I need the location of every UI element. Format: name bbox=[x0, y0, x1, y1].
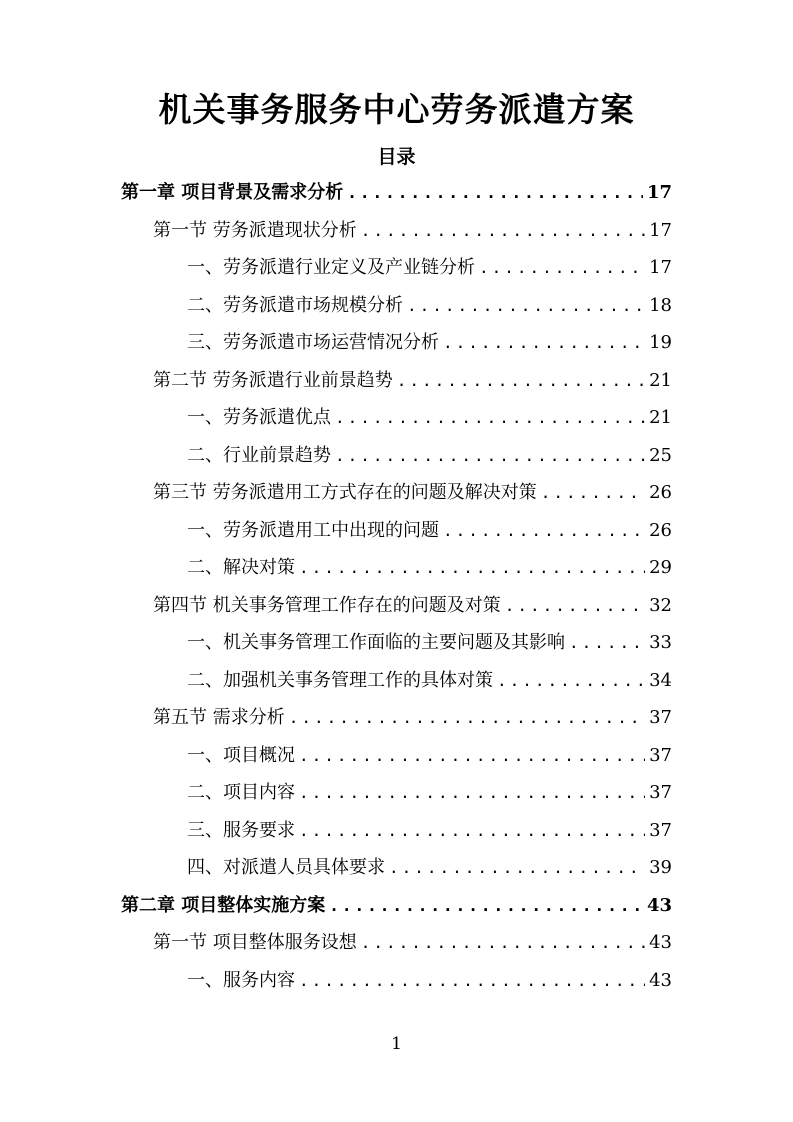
toc-leader-dots bbox=[299, 962, 645, 999]
toc-entry-title: 一、劳务派遣行业定义及产业链分析 bbox=[187, 257, 475, 278]
toc-entry-page: 25 bbox=[649, 444, 672, 466]
toc-entry-page: 29 bbox=[649, 557, 672, 578]
toc-entry-page: 43 bbox=[649, 932, 672, 953]
toc-entry-title: 一、劳务派遣优点 bbox=[187, 407, 331, 428]
toc-leader-dots bbox=[397, 362, 645, 399]
toc-entry-page: 34 bbox=[649, 669, 672, 691]
toc-entry[interactable] bbox=[153, 587, 672, 624]
toc-entry-title: 二、项目内容 bbox=[187, 782, 295, 803]
toc-leader-dots bbox=[289, 699, 645, 736]
toc-entry-page: 32 bbox=[649, 594, 672, 616]
toc-entry-page: 39 bbox=[649, 857, 672, 878]
document-title: 机关事务服务中心劳务派遣方案 bbox=[158, 90, 635, 129]
toc-leader-dots bbox=[299, 774, 645, 811]
toc-entry-title: 第四节 机关事务管理工作存在的问题及对策 bbox=[153, 594, 501, 616]
toc-entry-title: 三、劳务派遣市场运营情况分析 bbox=[187, 332, 439, 353]
toc-entry[interactable] bbox=[121, 887, 672, 924]
toc-entry-title: 第二节 劳务派遣行业前景趋势 bbox=[153, 369, 393, 391]
toc-leader-dots bbox=[569, 624, 645, 661]
toc-entry[interactable] bbox=[153, 362, 672, 399]
toc-entry-page: 37 bbox=[649, 707, 672, 728]
toc-leader-dots bbox=[299, 812, 645, 849]
toc-entry-page: 33 bbox=[649, 632, 672, 653]
toc-entry-page: 18 bbox=[649, 294, 672, 316]
toc-entry-title: 二、行业前景趋势 bbox=[187, 444, 331, 466]
toc-entry[interactable] bbox=[153, 212, 672, 249]
toc-entry[interactable] bbox=[187, 437, 672, 474]
toc-entry-page: 26 bbox=[649, 482, 672, 503]
toc-entry[interactable] bbox=[187, 774, 672, 811]
toc-entry[interactable] bbox=[187, 624, 672, 661]
toc-leader-dots bbox=[443, 324, 645, 361]
toc-entry-title: 一、项目概况 bbox=[187, 744, 295, 766]
toc-entry-page: 26 bbox=[649, 519, 672, 541]
toc-leader-dots bbox=[407, 287, 645, 324]
toc-entry-title: 第三节 劳务派遣用工方式存在的问题及解决对策 bbox=[153, 482, 537, 503]
toc-entry-page: 43 bbox=[646, 894, 672, 916]
toc-leader-dots bbox=[389, 849, 645, 886]
toc-entry[interactable] bbox=[187, 662, 672, 699]
toc-entry-page: 21 bbox=[649, 407, 672, 428]
toc-entry-title: 四、对派遣人员具体要求 bbox=[187, 857, 385, 878]
toc-entry[interactable] bbox=[187, 324, 672, 361]
toc-entry[interactable] bbox=[187, 812, 672, 849]
toc-entry[interactable] bbox=[187, 737, 672, 774]
toc-entry-title: 第一章 项目背景及需求分析 bbox=[121, 182, 344, 203]
toc-leader-dots bbox=[497, 662, 645, 699]
toc-leader-dots bbox=[541, 474, 645, 511]
toc-entry[interactable] bbox=[187, 399, 672, 436]
toc-entry[interactable] bbox=[121, 174, 672, 211]
toc-entry-page: 17 bbox=[649, 257, 672, 278]
toc-leader-dots bbox=[479, 249, 645, 286]
toc-entry[interactable] bbox=[187, 249, 672, 286]
toc-entry-title: 一、服务内容 bbox=[187, 969, 295, 991]
toc-entry-page: 17 bbox=[649, 219, 672, 241]
toc-entry-title: 第二章 项目整体实施方案 bbox=[121, 894, 326, 916]
toc-leader-dots bbox=[329, 887, 643, 924]
toc-leader-dots bbox=[299, 737, 645, 774]
toc-entry-title: 第一节 项目整体服务设想 bbox=[153, 932, 357, 953]
toc-entry-page: 37 bbox=[649, 744, 672, 766]
toc-entry[interactable] bbox=[153, 699, 672, 736]
toc-entry-title: 一、机关事务管理工作面临的主要问题及其影响 bbox=[187, 632, 565, 653]
toc-entry-page: 43 bbox=[649, 969, 672, 991]
toc-entry-title: 第一节 劳务派遣现状分析 bbox=[153, 219, 357, 241]
toc-entry-page: 21 bbox=[649, 369, 672, 391]
toc-entry[interactable] bbox=[187, 287, 672, 324]
toc-entry[interactable] bbox=[153, 924, 672, 961]
toc-entry-title: 二、劳务派遣市场规模分析 bbox=[187, 294, 403, 316]
toc-entry-title: 一、劳务派遣用工中出现的问题 bbox=[187, 519, 439, 541]
toc-leader-dots bbox=[299, 549, 645, 586]
toc-leader-dots bbox=[335, 437, 645, 474]
toc-leader-dots bbox=[335, 399, 645, 436]
toc-entry-page: 37 bbox=[649, 782, 672, 803]
toc-entry[interactable] bbox=[187, 549, 672, 586]
toc-entry[interactable] bbox=[187, 962, 672, 999]
toc-entry[interactable] bbox=[187, 512, 672, 549]
toc-leader-dots bbox=[361, 924, 645, 961]
toc-entry-title: 二、解决对策 bbox=[187, 557, 295, 578]
toc-leader-dots bbox=[443, 512, 645, 549]
toc-entry-page: 19 bbox=[649, 332, 672, 353]
toc-entry[interactable] bbox=[153, 474, 672, 511]
toc-leader-dots bbox=[505, 587, 645, 624]
toc-leader-dots bbox=[347, 174, 643, 211]
toc-entry-page: 17 bbox=[646, 182, 672, 203]
toc-entry-title: 二、加强机关事务管理工作的具体对策 bbox=[187, 669, 493, 691]
toc-entry-title: 第五节 需求分析 bbox=[153, 707, 285, 728]
toc-leader-dots bbox=[361, 212, 645, 249]
toc-entry-title: 三、服务要求 bbox=[187, 819, 295, 841]
toc-entry[interactable] bbox=[187, 849, 672, 886]
toc-heading: 目录 bbox=[377, 146, 416, 168]
toc-entry-page: 37 bbox=[649, 819, 672, 841]
page-number: 1 bbox=[391, 1034, 402, 1054]
